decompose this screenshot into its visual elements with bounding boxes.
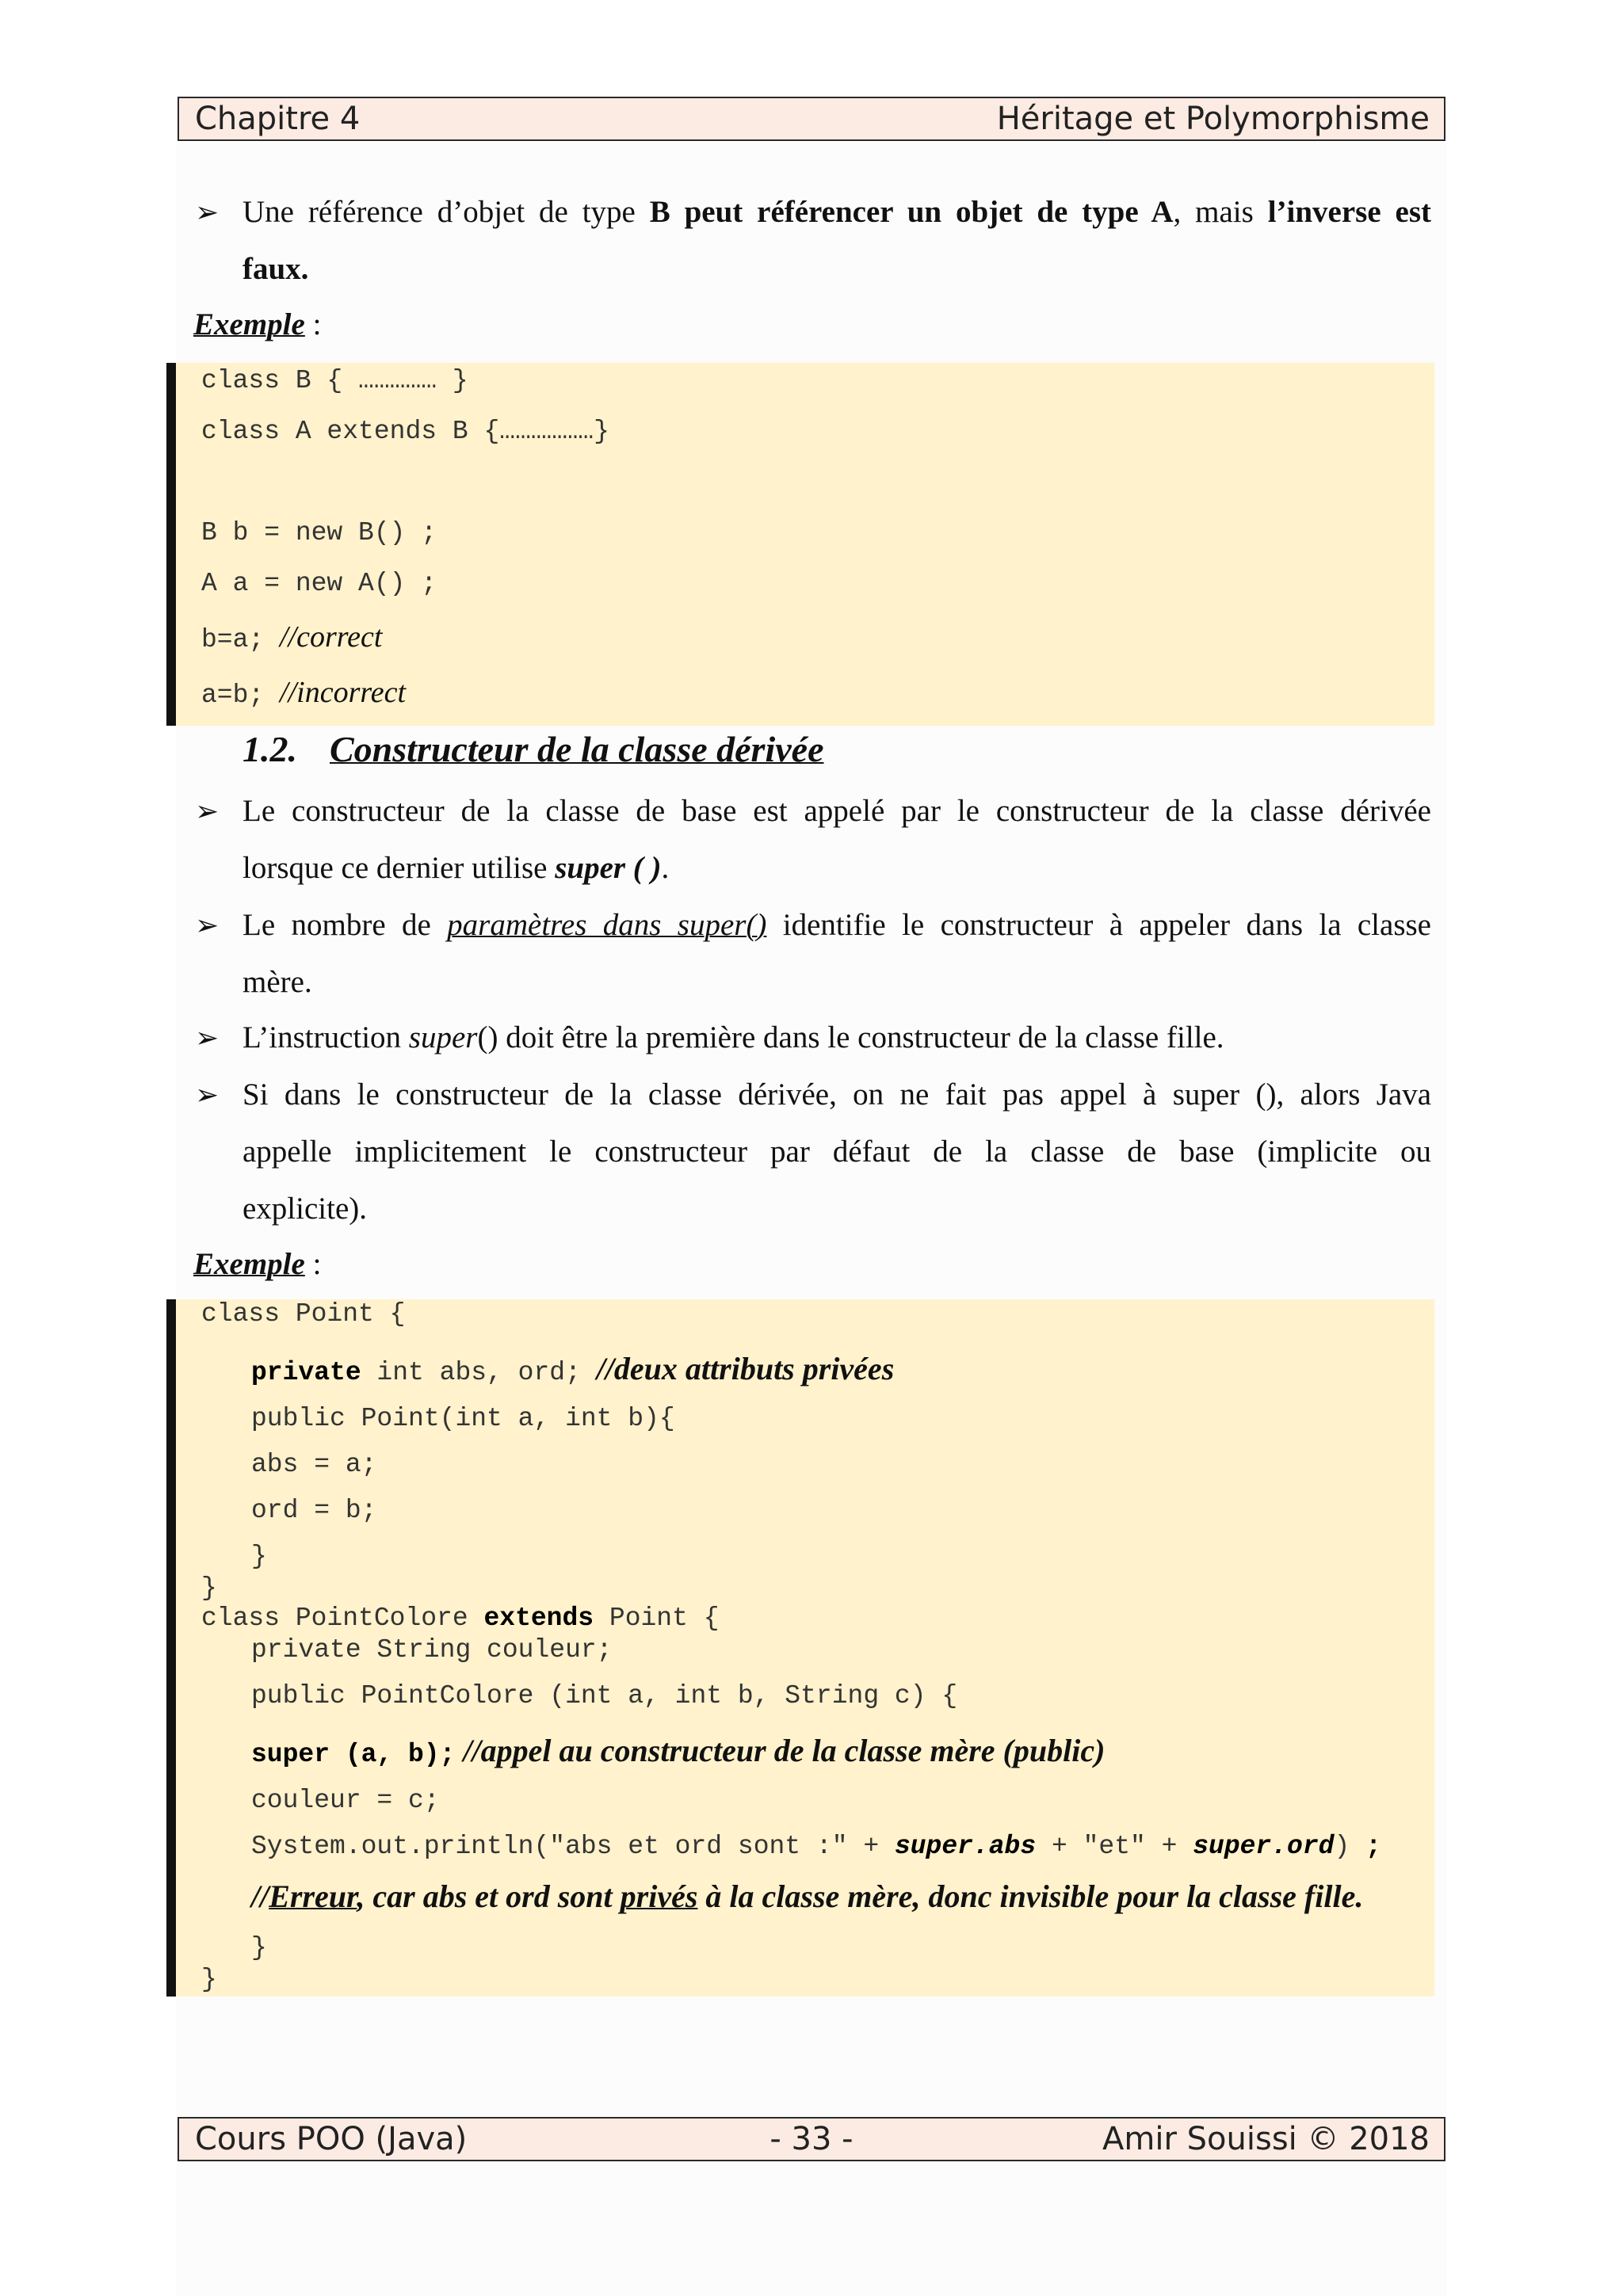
bullet-icon: ➢ [195,196,220,228]
code-line [251,1350,894,1387]
emphasis: paramètres dans super() [447,908,767,942]
page-header [178,97,1445,141]
code-text: int abs, ord; [361,1358,597,1387]
code-line: } [201,1965,217,1994]
code-comment: à la classe mère, donc invisible pour la classe fille. [697,1878,1364,1914]
code-comment: //appel au constructeur de la classe mère (public) [455,1733,1106,1768]
code-comment: , car abs et ord sont [357,1878,621,1914]
code-line [251,1878,1363,1915]
keyword: extends [483,1604,594,1633]
course-label: Cours POO (Java) [195,2121,468,2157]
bold-text: faux. [242,252,309,286]
code-line: class B { …………… } [201,366,468,395]
bullet-text: Le constructeur de la classe de base est appelé par le constructeur de la classe dérivée [242,794,1431,828]
code-line [251,1732,1105,1769]
code-text: + "et" + [1036,1832,1193,1861]
emphasis: super ( ) [555,851,662,885]
code-line: abs = a; [251,1450,377,1479]
code-line: } [201,1573,217,1603]
code-text: a=b; [201,681,281,710]
code-line: } [251,1542,267,1571]
keyword: super.abs [894,1832,1037,1861]
paragraph-reference-line2 [242,249,308,290]
text: , mais [1173,195,1268,229]
code-comment: // [251,1878,269,1914]
keyword: super.ord [1193,1832,1335,1861]
code-text: System.out.println("abs et ord sont :" + [251,1832,895,1861]
code-comment-underlined: privés [620,1878,698,1914]
bullet-icon: ➢ [195,1079,220,1111]
page-number: - 33 - [769,2121,854,2157]
colon: : [304,1247,322,1281]
code-line [201,675,406,710]
emphasis: super [408,1020,478,1055]
text: () doit être la première dans le constructeur de la classe fille. [477,1020,1224,1055]
code-text: class PointColore [201,1604,484,1633]
code-comment: //incorrect [280,676,407,709]
bullet-text: Si dans le constructeur de la classe dérivée, on ne fait pas appel à super (), alors Java [242,1077,1431,1112]
chapter-label: Chapitre 4 [195,101,361,137]
text: Le nombre de [242,908,448,942]
code-line [201,620,382,654]
section-number: 1.2. [242,729,297,769]
text: . [661,851,670,885]
bullet-text: appelle implicitement le constructeur par défaut de la classe de base (implicite ou [242,1135,1431,1169]
code-block-1 [166,363,1434,726]
code-line: public PointColore (int a, int b, String c) { [251,1681,958,1711]
bullet-text [242,848,669,889]
author-copyright: Amir Souissi © 2018 [1102,2121,1430,2157]
exemple-text: Exemple [193,307,305,341]
bullet-icon: ➢ [195,910,220,941]
code-text: ) [1334,1832,1366,1861]
bullet-icon: ➢ [195,795,220,827]
bullet-text: mère. [242,965,312,999]
exemple-label-1 [193,304,321,345]
text: lorsque ce dernier utilise [242,851,556,885]
exemple-label-2 [193,1244,321,1285]
code-text: Point { [594,1604,720,1633]
code-line: class A extends B {………………} [201,417,609,446]
code-text: b=a; [201,625,281,654]
semicolon: ; [1365,1832,1381,1861]
code-block-2 [166,1299,1434,1997]
code-line: A a = new A() ; [201,569,437,598]
code-line: couleur = c; [251,1786,440,1815]
text: identifie le constructeur à appeler dans la classe [766,908,1431,942]
section-title-text: Constructeur de la classe dérivée [330,729,824,769]
code-line: public Point(int a, int b){ [251,1404,675,1433]
code-line: private String couleur; [251,1635,613,1665]
keyword: super (a, b); [251,1740,456,1769]
page-footer [178,2117,1445,2161]
colon: : [304,307,322,341]
chapter-title: Héritage et Polymorphisme [996,101,1430,137]
code-line: } [251,1933,267,1962]
paragraph-reference-line1 [242,192,1431,233]
code-line [201,1604,720,1633]
code-line: ord = b; [251,1496,377,1525]
bullet-text [242,905,1431,946]
code-comment: //deux attributs privées [596,1351,895,1386]
code-line: class Point { [201,1299,406,1329]
code-comment: //correct [280,620,383,654]
code-line: B b = new B() ; [201,518,437,547]
bold-text: B peut référencer un objet de type A [649,195,1174,229]
text: L’instruction [242,1020,409,1055]
text: Une référence d’objet de type [242,195,650,229]
bullet-text [242,1017,1224,1058]
bullet-icon: ➢ [195,1022,220,1054]
keyword: private [251,1358,361,1387]
section-title [330,726,824,773]
code-comment-underlined: Erreur [269,1878,357,1914]
exemple-text: Exemple [193,1247,305,1281]
bullet-text: explicite). [242,1192,368,1226]
code-line [251,1832,1381,1861]
bold-text: l’inverse est [1267,195,1431,229]
